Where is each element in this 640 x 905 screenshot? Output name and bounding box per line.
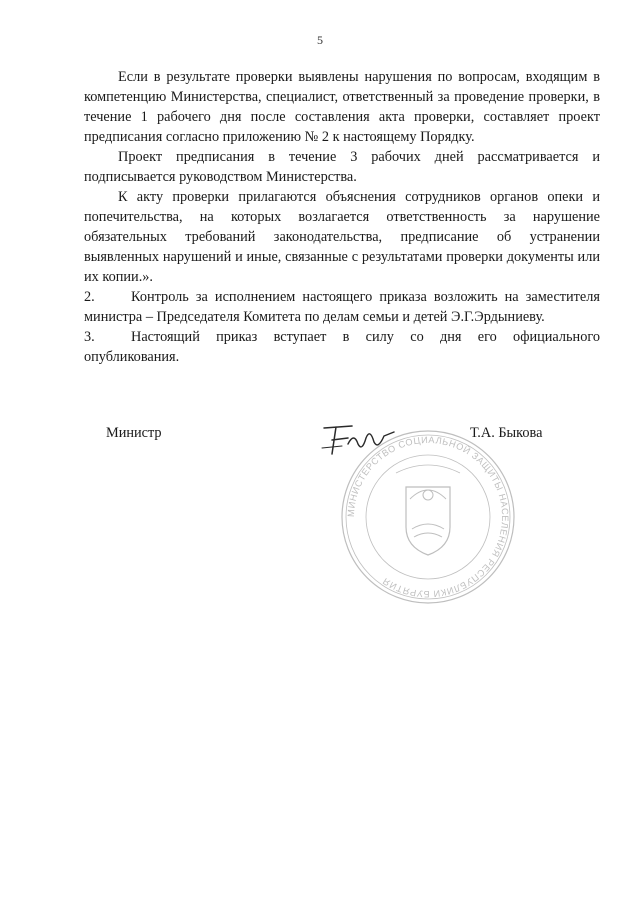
signatory-name: Т.А. Быкова [470, 425, 543, 441]
svg-text:МИНИСТЕРСТВО СОЦИАЛЬНОЙ ЗАЩИТЫ [346, 435, 510, 599]
paragraph-line: компетенцию Министерства, специалист, ответственный за проведение проверки, в [84, 89, 600, 105]
item-number: 2. [84, 289, 95, 305]
item-line: Настоящий приказ вступает в силу со дня его официального [131, 329, 600, 345]
paragraph-line: течение 1 рабочего дня после составления акта проверки, составляет проект [84, 109, 600, 125]
paragraph-line: попечительства, на которых возлагается ответственность за нарушение [84, 209, 600, 225]
paragraph-line: К акту проверки прилагаются объяснения сотрудников органов опеки и [118, 189, 600, 205]
paragraph-line: обязательных требований законодательства, предписание об устранении [84, 229, 600, 245]
paragraph-line: подписывается руководством Министерства. [84, 169, 357, 185]
signatory-role: Министр [106, 425, 162, 441]
paragraph-line: Если в результате проверки выявлены нарушения по вопросам, входящим в [118, 69, 600, 85]
item-number: 3. [84, 329, 95, 345]
seal-text: МИНИСТЕРСТВО СОЦИАЛЬНОЙ ЗАЩИТЫ НАСЕЛЕНИЯ РЕСПУБЛИКИ БУРЯТИЯ [345, 434, 511, 600]
item-line: министра – Председателя Комитета по делам семьи и детей Э.Г.Эрдыниеву. [84, 309, 545, 325]
paragraph-line: предписания согласно приложению № 2 к настоящему Порядку. [84, 129, 475, 145]
item-line: опубликования. [84, 349, 180, 365]
handwritten-signature [318, 418, 398, 458]
paragraph-line: выявленных нарушений и иные, связанные с результатами проверки документы или [84, 249, 600, 265]
paragraph-line: их копии.». [84, 269, 153, 285]
item-line: Контроль за исполнением настоящего приказа возложить на заместителя [131, 289, 600, 305]
paragraph-line: Проект предписания в течение 3 рабочих дней рассматривается и [118, 149, 600, 165]
page-number: 5 [317, 33, 323, 47]
